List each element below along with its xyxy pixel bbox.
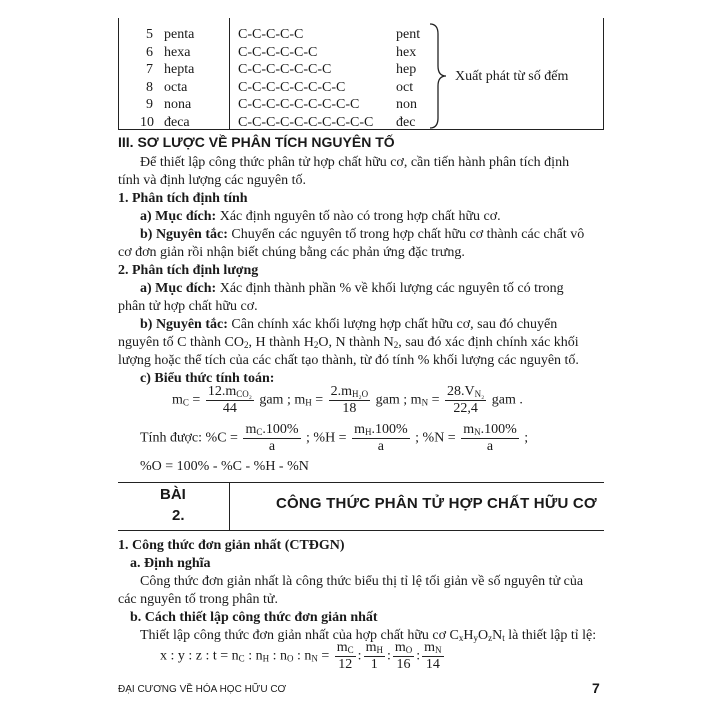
qual-principle-2: cơ đơn giản rồi nhận biết chúng bằng các phản ứng đặc trưng. <box>118 245 465 260</box>
num: m <box>245 422 257 437</box>
text-seg: , H thành H <box>248 335 314 350</box>
row-number: 6 <box>146 44 153 60</box>
sub-2: 2 <box>393 340 399 350</box>
row-root: hep <box>396 62 417 77</box>
den: 14 <box>425 657 440 672</box>
quant-purpose-label: a) Mục đích: <box>140 281 217 296</box>
page-number: 7 <box>592 680 600 696</box>
den: 16 <box>396 657 411 672</box>
definition-heading: a. Định nghĩa <box>130 556 211 571</box>
den: 44 <box>222 401 237 416</box>
table-note: Xuất phát từ số đếm <box>455 69 569 84</box>
row-prefix: hepta <box>164 62 195 77</box>
sub: N <box>421 397 429 408</box>
intro-line-2: tính và định lượng các nguyên tố. <box>118 173 307 188</box>
sub: N <box>311 653 318 664</box>
sub-2: 2 <box>244 340 249 350</box>
footer-title: ĐẠI CƯƠNG VỀ HÓA HỌC HỮU CƠ <box>118 684 287 695</box>
lead: Tính được: %C = <box>140 430 242 446</box>
fraction-rC <box>335 640 356 673</box>
row-root: đec <box>396 114 416 130</box>
sub: x <box>458 633 464 643</box>
num: 28.V <box>446 384 475 399</box>
sub: O <box>405 645 413 655</box>
sub: H <box>376 645 383 655</box>
num-tail: .100% <box>371 422 408 437</box>
row-prefix: penta <box>164 27 195 42</box>
row-number: 9 <box>146 97 153 112</box>
qual-purpose <box>140 208 501 226</box>
text-seg: O <box>477 628 489 643</box>
text-seg: Thiết lập công thức đơn giản nhất của hợp chất hữu cơ C <box>140 628 459 643</box>
sub: H <box>364 427 372 437</box>
sub: C <box>347 645 354 655</box>
qual-purpose-text: Xác định nguyên tố nào có trong hợp chất hữu cơ. <box>216 209 501 224</box>
sub: t <box>502 633 505 643</box>
sub: z <box>488 633 493 643</box>
fraction-pN <box>461 422 519 455</box>
den: a <box>486 439 494 454</box>
sub: O <box>286 653 294 664</box>
ratio-formula: x : y : z : $t = n_C$ : $n_H$ : $n_O$ : $n_N$ = $\frac{m_C}{12}$ : $\frac{m_H}{1}$ : $\frac{m_O}{16}$ : $\frac{m_N}{14}$ <box>160 640 442 672</box>
eq: = <box>188 392 204 408</box>
row-number: 8 <box>146 79 153 95</box>
qual-heading: 1. Phân tích định tính <box>118 191 248 206</box>
num: m <box>336 640 348 655</box>
num: m <box>424 640 436 655</box>
sub: H₂O <box>352 389 369 399</box>
row-root: hex <box>396 44 417 60</box>
fraction-pC <box>243 422 300 455</box>
quant-purpose-text: Xác định thành phần % về khối lượng các nguyên tố có trong <box>216 281 564 296</box>
lesson-title: CÔNG THỨC PHÂN TỬ HỢP CHẤT HỮU CƠ <box>276 495 597 512</box>
sub: H <box>305 397 312 408</box>
sub: C <box>256 427 263 437</box>
num-tail: .100% <box>480 422 517 437</box>
fraction-mC <box>206 384 254 417</box>
definition-line-1: Công thức đơn giản nhất là công thức biểu thị tỉ lệ tối giản về số nguyên tử của <box>140 574 584 589</box>
row-prefix: octa <box>164 79 188 95</box>
den: 12 <box>338 657 353 672</box>
text-seg: O, N thành N <box>318 335 394 350</box>
sep: ; %H = <box>302 430 351 446</box>
sub: y <box>473 633 478 643</box>
row-root: pent <box>396 27 421 42</box>
quant-heading: 2. Phân tích định lượng <box>118 263 259 278</box>
num: m <box>463 422 475 437</box>
fraction-rH <box>364 640 385 673</box>
sub-2: 2 <box>313 340 319 350</box>
num: 12.m <box>207 384 237 399</box>
unit: gam . <box>488 392 523 408</box>
quant-principle-text: Cân chính xác khối lượng hợp chất hữu cơ, sau đó chuyển <box>227 317 558 332</box>
text-seg: nguyên tố C thành CO <box>118 335 244 350</box>
end: ; <box>520 430 529 446</box>
sub: N <box>435 645 442 655</box>
lesson-number: 2. <box>172 507 185 524</box>
quant-purpose-1 <box>140 280 564 298</box>
fraction-mH <box>329 384 371 417</box>
ctdgn-heading: 1. Công thức đơn giản nhất (CTĐGN) <box>118 538 345 553</box>
sep: ; %N = <box>411 430 460 446</box>
fraction-pH <box>352 422 410 455</box>
quant-purpose-2: phân tử hợp chất hữu cơ. <box>118 299 258 314</box>
row-chain: C-C-C-C-C-C-C <box>238 62 332 77</box>
sub: C <box>238 653 245 664</box>
fraction-rO <box>393 640 414 673</box>
num: m <box>365 640 377 655</box>
text-seg: là thiết lập tỉ lệ: <box>504 628 597 643</box>
percent-formula <box>140 422 528 455</box>
sub: CO₂ <box>236 389 252 399</box>
row-number: 10 <box>140 114 154 130</box>
row-chain: C-C-C-C-C-C-C-C <box>238 79 346 95</box>
quant-principle-2 <box>118 334 579 352</box>
row-chain: C-C-C-C-C-C-C-C-C <box>238 97 360 112</box>
row-prefix: đeca <box>164 114 190 130</box>
quant-principle-1 <box>140 316 557 334</box>
qual-principle-label: b) Nguyên tắc: <box>140 227 228 242</box>
fraction-mN <box>445 384 486 417</box>
unit: gam ; m <box>372 392 422 408</box>
row-prefix: nona <box>164 97 192 112</box>
oxygen-formula: %O = 100% - %C - %H - %N <box>140 459 309 474</box>
calc-heading: c) Biểu thức tính toán: <box>140 371 275 386</box>
right-brace-icon <box>428 22 450 130</box>
num: 2.m <box>330 384 353 399</box>
sub: N₂ <box>474 389 485 399</box>
text-seg: H <box>463 628 474 643</box>
row-number: 5 <box>146 27 153 42</box>
unit: gam ; m <box>255 392 306 408</box>
num-tail: .100% <box>262 422 299 437</box>
num: m <box>394 640 406 655</box>
quant-principle-label: b) Nguyên tắc: <box>140 317 228 332</box>
quant-principle-3: lượng hoặc thể tích của các chất tạo thành, từ đó tính % khối lượng các nguyên tố. <box>118 353 579 368</box>
row-chain: C-C-C-C-C-C <box>238 44 318 60</box>
qual-principle-1 <box>140 226 584 244</box>
den: 22,4 <box>453 401 478 416</box>
qual-purpose-label: a) Mục đích: <box>140 209 217 224</box>
definition-line-2: các nguyên tố trong phân tử. <box>118 592 278 607</box>
section-title: III. SƠ LƯỢC VỀ PHÂN TÍCH NGUYÊN TỐ <box>118 134 395 150</box>
text-seg: N <box>492 628 503 643</box>
den: 1 <box>370 657 378 672</box>
row-number: 7 <box>146 62 153 77</box>
establish-heading: b. Cách thiết lập công thức đơn giản nhất <box>130 610 378 625</box>
sub: H <box>262 653 270 664</box>
sub: N <box>474 427 481 437</box>
row-chain: C-C-C-C-C <box>238 27 304 42</box>
den: a <box>268 439 276 454</box>
lesson-label: BÀI <box>160 486 186 503</box>
num: m <box>354 422 365 437</box>
fraction-rN <box>422 640 443 673</box>
row-prefix: hexa <box>164 44 191 60</box>
symbol: m <box>172 392 183 408</box>
row-chain: C-C-C-C-C-C-C-C-C-C <box>238 114 374 130</box>
text-seg: , sau đó xác định chính xác khối <box>398 335 579 350</box>
den: a <box>377 439 384 454</box>
qual-principle-text: Chuyển các nguyên tố trong hợp chất hữu cơ thành các chất vô <box>227 227 585 242</box>
row-root: non <box>396 97 417 112</box>
lead: x : y : z : t = n <box>160 648 239 664</box>
intro-line-1: Để thiết lập công thức phân tử hợp chất hữu cơ, cần tiến hành phân tích định <box>140 155 570 170</box>
mass-formula: $m_C$ = $\frac{12.m_{CO_2}}{44}$ gam ; $m_H$ = $\frac{2.m_{H_2O}}{18}$ gam ; $m_N$ = $\frac{28.V_{N_2}}{22,4}$ gam . <box>172 384 523 416</box>
sub: C <box>182 397 189 408</box>
row-root: oct <box>396 79 414 95</box>
den: 18 <box>342 401 357 416</box>
